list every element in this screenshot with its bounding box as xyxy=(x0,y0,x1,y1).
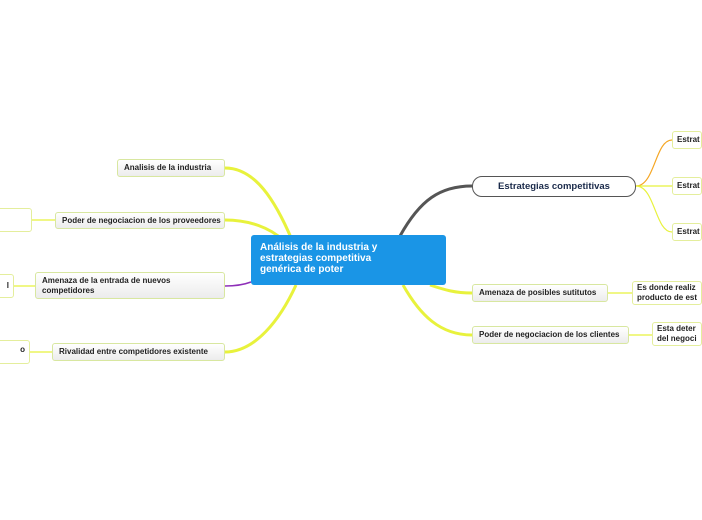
topic-label: Rivalidad entre competidores existente xyxy=(59,347,208,356)
central-topic[interactable]: Análisis de la industria y estrategias competitiva genérica de poter xyxy=(251,235,446,285)
subtopic-estrat-3[interactable] xyxy=(672,223,702,241)
subtopic-label: Estrat xyxy=(677,135,700,144)
topic-label: Poder de negociacion de los clientes xyxy=(479,330,620,339)
leaf-sustitutos[interactable] xyxy=(632,281,702,305)
topic-analisis-industria[interactable] xyxy=(117,159,225,177)
topic-label: Estrategias competitivas xyxy=(498,181,610,192)
topic-label: Amenaza de la entrada de nuevos competidores xyxy=(42,275,171,295)
subtopic-estrat-2[interactable] xyxy=(672,177,702,195)
leaf-nuevos[interactable] xyxy=(0,274,14,298)
connector-estrat-3 xyxy=(636,186,672,232)
topic-label: Analisis de la industria xyxy=(124,163,212,172)
leaf-proveedores[interactable] xyxy=(0,208,32,232)
leaf-label: Esta deter del negoci xyxy=(657,324,697,343)
subtopic-label: Estrat xyxy=(677,227,700,236)
connector-estrat-1 xyxy=(636,140,672,186)
topic-poder-clientes[interactable] xyxy=(472,326,629,344)
connector-nuevos xyxy=(225,282,251,286)
connector-rivalidad xyxy=(225,285,296,352)
leaf-label: Es donde realiz producto de est xyxy=(637,283,698,302)
connector-sustitutos xyxy=(430,285,472,293)
leaf-label: o xyxy=(20,345,25,354)
topic-label: Poder de negociacion de los proveedores xyxy=(62,215,221,225)
leaf-label: l xyxy=(6,281,9,290)
topic-poder-proveedores[interactable] xyxy=(55,212,225,229)
subtopic-label: Estrat xyxy=(677,181,700,190)
leaf-clientes[interactable] xyxy=(652,322,702,346)
connector-analisis xyxy=(225,168,292,240)
topic-estrategias-competitivas[interactable] xyxy=(472,176,636,197)
topic-amenaza-nuevos[interactable] xyxy=(35,272,225,299)
topic-rivalidad[interactable] xyxy=(52,343,225,361)
topic-amenaza-sustitutos[interactable] xyxy=(472,284,608,302)
subtopic-estrat-1[interactable] xyxy=(672,131,702,149)
leaf-rivalidad[interactable] xyxy=(0,340,30,364)
topic-label: Amenaza de posibles sutitutos xyxy=(479,288,597,297)
connector-estrategias xyxy=(400,186,472,236)
